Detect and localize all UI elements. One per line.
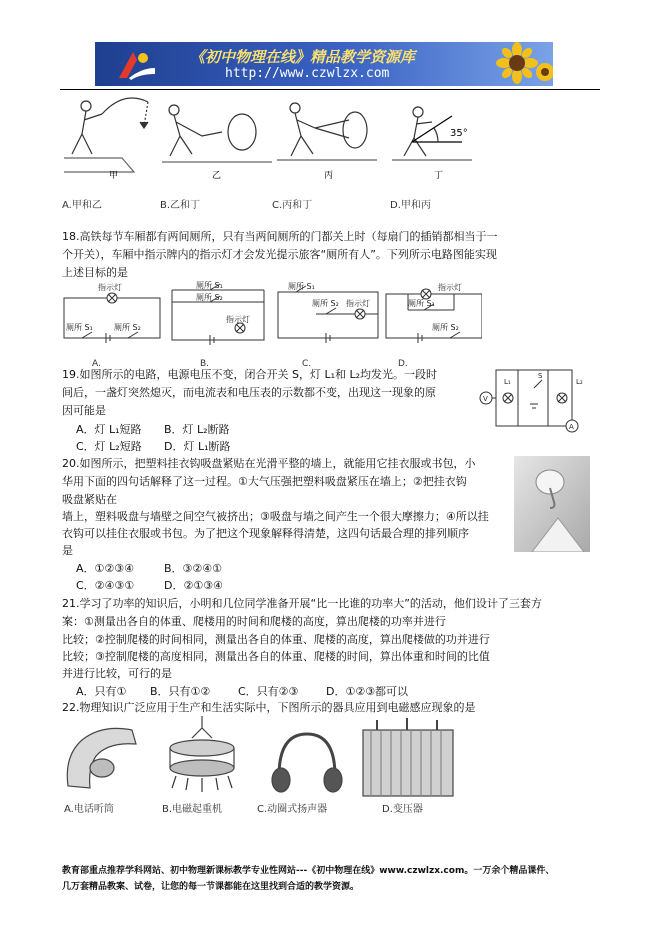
- footer-line-1: 教育部重点推荐学科网站、初中物理新课标教学专业性网站---《初中物理在线》www.czwlzx.com。一万余个精品课件、: [62, 866, 555, 876]
- q21-option-a: A．只有①: [76, 685, 127, 698]
- q19-fig-l1: L₁: [504, 378, 511, 386]
- circuit-b-s2-label: 厕所 S₂: [196, 293, 223, 302]
- q22-caption-d: D.变压器: [382, 804, 423, 815]
- circuit-d-s2-label: 厕所 S₂: [432, 323, 459, 332]
- q17-option-c: C.丙和丁: [272, 200, 313, 211]
- circuit-c-s1-label: 厕所 S₁: [288, 282, 315, 291]
- q21-option-b: B．只有①②: [150, 685, 211, 698]
- q21-line-3: 比较；②控制爬楼的时间相同，测量出各自的体重、爬楼的高度，算出爬楼做的功并进行: [62, 633, 490, 646]
- electromagnetic-crane-icon: [170, 716, 234, 792]
- header-rule: [60, 89, 600, 90]
- q17-option-d: D.甲和丙: [390, 200, 431, 211]
- q19-fig-v: V: [483, 395, 488, 403]
- circuit-b-s1-label: 厕所 S₁: [196, 281, 223, 290]
- circuit-a-s2-label: 厕所 S₂: [114, 323, 141, 332]
- circuit-d-lamp-label: 指示灯: [438, 283, 462, 292]
- q17-option-a: A.甲和乙: [62, 200, 102, 211]
- header-url: http://www.czwlzx.com: [225, 66, 390, 81]
- q21-option-d: D．①②③都可以: [326, 685, 409, 698]
- q20-line-4: 墙上，塑料吸盘与墙壁之间空气被挤出；③吸盘与墙之间产生一个很大摩擦力；④所以挂: [62, 510, 489, 523]
- q21-line-2: 案：①测量出各自的体重、爬楼用的时间和爬楼的高度，算出爬楼的功率并进行: [62, 615, 446, 628]
- q19-fig-l2: L₂: [576, 378, 583, 386]
- fig-jia-fishing: [64, 98, 148, 172]
- header-title: 《初中物理在线》精品教学资源库: [190, 48, 416, 66]
- q22-caption-c: C.动圈式扬声器: [257, 804, 328, 815]
- circuit-a-s1-label: 厕所 S₁: [66, 323, 93, 332]
- circuit-c: [278, 286, 378, 343]
- q20-option-a: A．①②③④: [76, 562, 134, 575]
- q19-line-1: 19.如图所示的电路，电源电压不变，闭合开关 S，灯 L₁和 L₂均发光。一段时: [62, 368, 438, 381]
- q20-line-2: 华用下面的四句话解释了这一过程。①大气压强把塑料吸盘紧压在墙上；②把挂衣钩: [62, 475, 467, 488]
- q20-line-6: 是: [62, 544, 73, 557]
- q20-line-1: 20.如图所示，把塑料挂衣钩吸盘紧贴在光滑平整的墙上，就能用它挂衣服或书包，小: [62, 457, 476, 470]
- czwlzx-logo-icon: [115, 46, 159, 82]
- circuit-b-lamp-label: 指示灯: [226, 315, 250, 324]
- circuit-d: [386, 289, 482, 343]
- q19-line-2: 间后，一盏灯突然熄灭，而电流表和电压表的示数都不变，出现这一现象的原: [62, 386, 436, 399]
- fig-label-ding: 丁: [434, 171, 444, 181]
- fig-label-yi: 乙: [212, 171, 222, 181]
- circuit-a-letter: A.: [92, 359, 101, 369]
- circuit-b-letter: B.: [200, 359, 210, 369]
- q18-line-3: 上述目标的是: [62, 266, 128, 279]
- circuit-d-s1-label: 厕所 S₁: [408, 299, 435, 308]
- circuit-a: [64, 293, 160, 343]
- q18-line-1: 18.高铁每节车厢都有两间厕所，只有当两间厕所的门都关上时（每扇门的插销都相当于一: [62, 230, 498, 243]
- telephone-receiver-icon: [67, 728, 136, 788]
- q20-line-3: 吸盘紧贴在: [62, 493, 117, 506]
- q19-option-b: B．灯 L₂断路: [164, 423, 230, 436]
- footer-line-2: 几万套精品教案、试卷，让您的每一节课都能在这里找到合适的教学资源。: [62, 882, 360, 892]
- fig-label-jia: 甲: [109, 171, 119, 181]
- fig-yi-pushing: [162, 105, 272, 162]
- q22-caption-b: B.电磁起重机: [162, 804, 223, 815]
- fig-bing-rope: [277, 103, 377, 160]
- q17-figures: [62, 92, 472, 184]
- circuit-c-lamp-label: 指示灯: [346, 299, 370, 308]
- q19-circuit: [478, 362, 590, 440]
- q20-option-b: B．③②④①: [164, 562, 222, 575]
- q19-option-c: C．灯 L₂短路: [76, 440, 142, 453]
- q17-option-b: B.乙和丁: [160, 200, 201, 211]
- q19-line-3: 因可能是: [62, 404, 106, 417]
- q20-option-d: D．②①③④: [164, 579, 223, 592]
- q19-fig-s: S: [538, 372, 543, 380]
- q21-line-1: 21.学习了功率的知识后，小明和几位同学准备开展“比一比谁的功率大”的活动，他们设计了三套方: [62, 597, 542, 610]
- q20-option-c: C．②④③①: [76, 579, 135, 592]
- transformer-icon: [363, 718, 453, 796]
- suction-hook-photo: [514, 456, 590, 552]
- q18-line-2: 个开关），车厢中指示牌内的指示灯才会发光提示旅客“厕所有人”。下列所示电路图能实现: [62, 248, 497, 261]
- circuit-d-letter: D.: [398, 359, 408, 369]
- q18-circuits: [62, 280, 482, 370]
- circuit-c-letter: C.: [302, 359, 312, 369]
- q22-caption-a: A.电话听筒: [64, 804, 114, 815]
- q19-fig-a: A: [569, 423, 574, 431]
- q22-line: 22.物理知识广泛应用于生产和生活实际中，下图所示的器具应用到电磁感应现象的是: [62, 701, 476, 714]
- q21-line-5: 并进行比较，可行的是: [62, 667, 172, 680]
- q20-line-5: 衣钩可以挂住衣服或书包。为了把这个现象解释得清楚，这四句话最合理的排列顺序: [62, 527, 469, 540]
- fig-label-bing: 丙: [324, 171, 334, 181]
- q22-figures: [62, 716, 462, 816]
- circuit-a-lamp-label: 指示灯: [98, 283, 122, 292]
- q19-option-a: A．灯 L₁短路: [76, 423, 142, 436]
- q19-option-d: D．灯 L₁断路: [164, 440, 231, 453]
- headphones-icon: [272, 734, 342, 792]
- q21-line-4: 比较；③控制爬楼的高度相同，测量出各自的体重、爬楼的时间，算出体重和时间的比值: [62, 650, 490, 663]
- header-banner: [95, 42, 553, 86]
- q21-option-c: C．只有②③: [238, 685, 299, 698]
- fig-angle-label: 35°: [450, 128, 468, 139]
- sunflower-image-icon: [493, 42, 553, 86]
- circuit-c-s2-label: 厕所 S₂: [312, 299, 339, 308]
